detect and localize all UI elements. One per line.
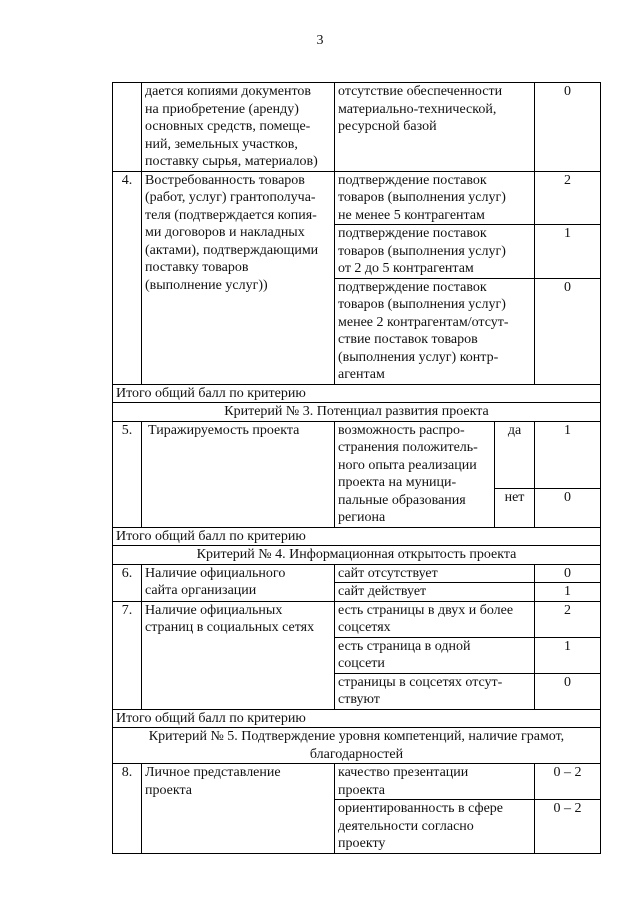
criterion-row bbox=[113, 403, 601, 422]
summary-label: Итого общий балл по критерию bbox=[113, 709, 601, 728]
criteria-table bbox=[112, 82, 601, 854]
description-cell: Тиражируемость проекта bbox=[142, 421, 335, 527]
score-cell: 1 bbox=[535, 225, 601, 279]
table-row bbox=[113, 83, 601, 172]
option-cell: подтверждение поставок товаров (выполнения услуг) менее 2 контрагентам/отсут- ствие поставок товаров (выполнения услуг) контр- агентам bbox=[335, 278, 535, 384]
yes-label: да bbox=[495, 421, 535, 488]
score-cell: 0 bbox=[535, 673, 601, 709]
row-number-cell: 4. bbox=[113, 171, 142, 384]
no-label: нет bbox=[495, 488, 535, 527]
option-cell: страницы в соцсетях отсут- ствуют bbox=[335, 673, 535, 709]
table-row bbox=[113, 601, 601, 637]
score-cell: 1 bbox=[535, 421, 601, 488]
option-cell: качество презентации проекта bbox=[335, 764, 535, 800]
summary-row bbox=[113, 709, 601, 728]
score-cell: 0 bbox=[535, 278, 601, 384]
row-number-cell: 6. bbox=[113, 564, 142, 601]
description-cell: Личное представление проекта bbox=[142, 764, 335, 854]
option-cell: ориентированность в сфере деятельности согласно проекту bbox=[335, 800, 535, 854]
row-number-cell: 5. bbox=[113, 421, 142, 527]
score-cell: 2 bbox=[535, 601, 601, 637]
criterion-5-title: Критерий № 5. Подтверждение уровня компетенций, наличие грамот, благодарностей bbox=[113, 728, 601, 764]
summary-label: Итого общий балл по критерию bbox=[113, 384, 601, 403]
table-row bbox=[113, 421, 601, 488]
score-cell: 0 – 2 bbox=[535, 800, 601, 854]
option-cell: возможность распро- странения положитель- ного опыта реализации проекта на муници- пальные образования региона bbox=[335, 421, 495, 527]
option-cell: есть страница в одной соцсети bbox=[335, 637, 535, 673]
table-row bbox=[113, 564, 601, 583]
score-cell: 0 – 2 bbox=[535, 764, 601, 800]
score-cell: 0 bbox=[535, 564, 601, 583]
criterion-row bbox=[113, 728, 601, 764]
page-number: 3 bbox=[316, 33, 324, 48]
score-cell: 0 bbox=[535, 83, 601, 172]
table-row bbox=[113, 764, 601, 800]
option-cell: есть страницы в двух и более соцсетях bbox=[335, 601, 535, 637]
row-number-cell bbox=[113, 83, 142, 172]
score-cell: 0 bbox=[535, 488, 601, 527]
description-cell: Наличие официального сайта организации bbox=[142, 564, 335, 601]
table-row bbox=[113, 171, 601, 225]
option-cell: сайт действует bbox=[335, 583, 535, 602]
description-cell: Востребованность товаров (работ, услуг) грантополуча- теля (подтверждается копия- ми договоров и накладных (актами), подтверждающими поставку товаров (выполнение услуг)) bbox=[142, 171, 335, 384]
score-cell: 1 bbox=[535, 583, 601, 602]
description-cell: Наличие официальных страниц в социальных сетях bbox=[142, 601, 335, 709]
summary-label: Итого общий балл по критерию bbox=[113, 527, 601, 546]
option-cell: подтверждение поставок товаров (выполнения услуг) не менее 5 контрагентам bbox=[335, 171, 535, 225]
criterion-3-title: Критерий № 3. Потенциал развития проекта bbox=[113, 403, 601, 422]
option-cell: подтверждение поставок товаров (выполнения услуг) от 2 до 5 контрагентам bbox=[335, 225, 535, 279]
option-cell: сайт отсутствует bbox=[335, 564, 535, 583]
row-number-cell: 7. bbox=[113, 601, 142, 709]
criterion-row bbox=[113, 546, 601, 565]
score-cell: 1 bbox=[535, 637, 601, 673]
criterion-4-title: Критерий № 4. Информационная открытость проекта bbox=[113, 546, 601, 565]
row-number-cell: 8. bbox=[113, 764, 142, 854]
summary-row bbox=[113, 527, 601, 546]
description-cell: дается копиями документов на приобретение (аренду) основных средств, помеще- ний, земельных участков, поставку сырья, материалов) bbox=[142, 83, 335, 172]
option-cell: отсутствие обеспеченности материально-технической, ресурсной базой bbox=[335, 83, 535, 172]
score-cell: 2 bbox=[535, 171, 601, 225]
summary-row bbox=[113, 384, 601, 403]
